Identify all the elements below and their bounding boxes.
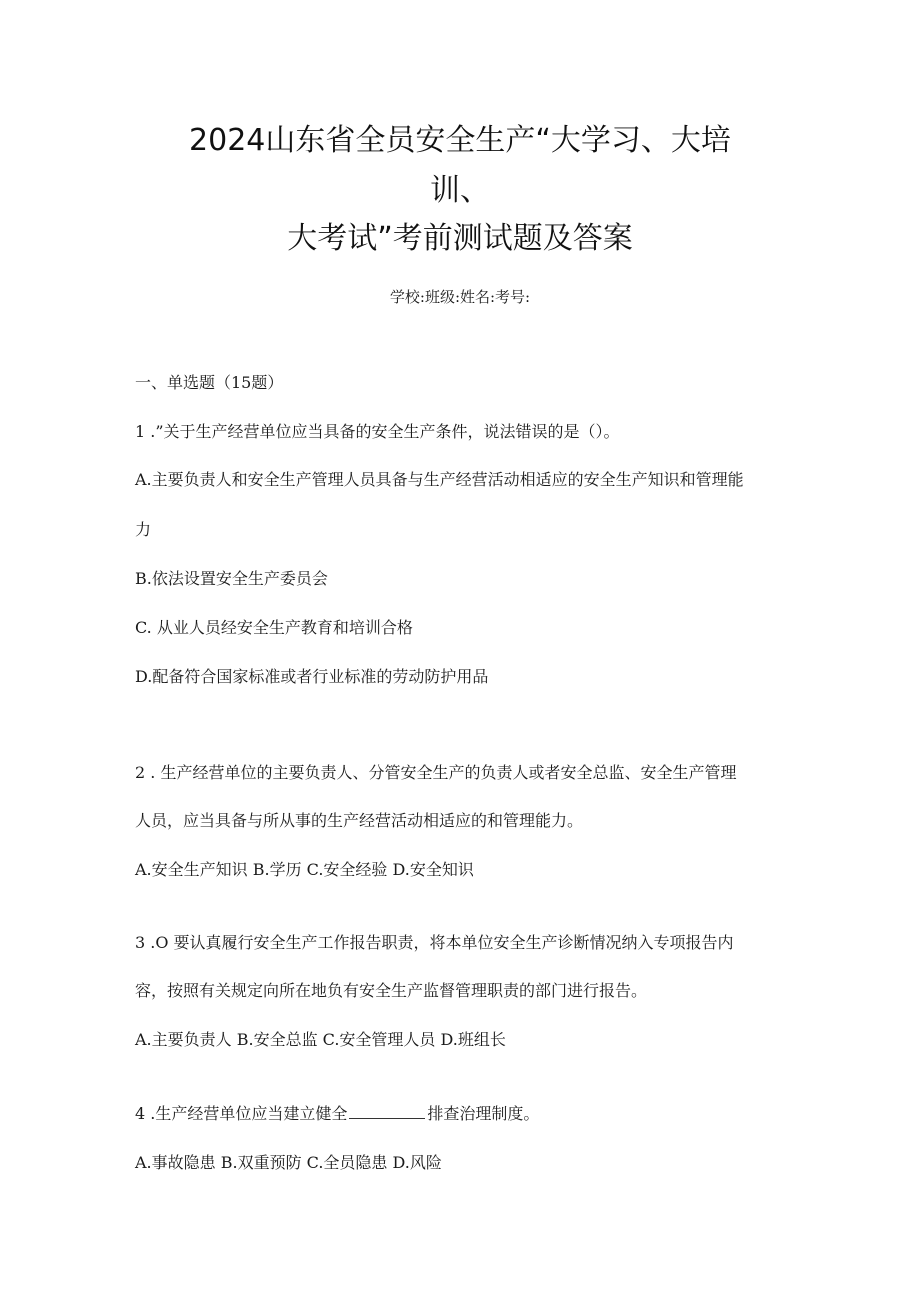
answer-blank bbox=[349, 1104, 425, 1119]
question-3-stem-line-2: 容，按照有关规定向所在地负有安全生产监督管理职责的部门进行报告。 bbox=[135, 981, 648, 1000]
question-2-stem-line-2: 人员，应当具备与所从事的生产经营活动相适应的和管理能力。 bbox=[135, 811, 584, 830]
question-1-option-a-cont: 力 bbox=[135, 520, 152, 539]
question-2-options: A.安全生产知识 B.学历 C.安全经验 D.安全知识 bbox=[135, 860, 474, 879]
question-1-stem: 1 .”关于生产经营单位应当具备的安全生产条件，说法错误的是（）。 bbox=[135, 422, 620, 441]
section-heading: 一、单选题（15题） bbox=[135, 373, 284, 392]
question-1-option-a: A.主要负责人和安全生产管理人员具备与生产经营活动相适应的安全生产知识和管理能 bbox=[135, 470, 744, 489]
question-3-options: A.主要负责人 B.安全总监 C.安全管理人员 D.班组长 bbox=[135, 1030, 506, 1049]
document-title-line-2: 训、 bbox=[430, 173, 490, 208]
question-1-option-d: D.配备符合国家标准或者行业标准的劳动防护用品 bbox=[135, 667, 489, 686]
question-1-option-c: C. 从业人员经安全生产教育和培训合格 bbox=[135, 618, 413, 637]
student-info-line: 学校:班级:姓名:考号: bbox=[389, 288, 531, 306]
question-4-stem-after-blank: 排查治理制度。 bbox=[427, 1104, 540, 1123]
question-4-stem bbox=[135, 1104, 539, 1122]
question-4-options: A.事故隐患 B.双重预防 C.全员隐患 D.风险 bbox=[135, 1153, 442, 1172]
document-title-line-1: 2024山东省全员安全生产“大学习、大培 bbox=[189, 123, 731, 158]
question-2-stem-line-1: 2 . 生产经营单位的主要负责人、分管安全生产的负责人或者安全总监、安全生产管理 bbox=[135, 763, 737, 782]
question-1-option-b: B.依法设置安全生产委员会 bbox=[135, 569, 328, 588]
question-3-stem-line-1: 3 .O 要认真履行安全生产工作报告职责，将本单位安全生产诊断情况纳入专项报告内 bbox=[135, 933, 734, 952]
question-4-stem-before-blank: 4 .生产经营单位应当建立健全 bbox=[135, 1104, 348, 1123]
document-title-line-3: 大考试”考前测试题及答案 bbox=[287, 221, 633, 256]
